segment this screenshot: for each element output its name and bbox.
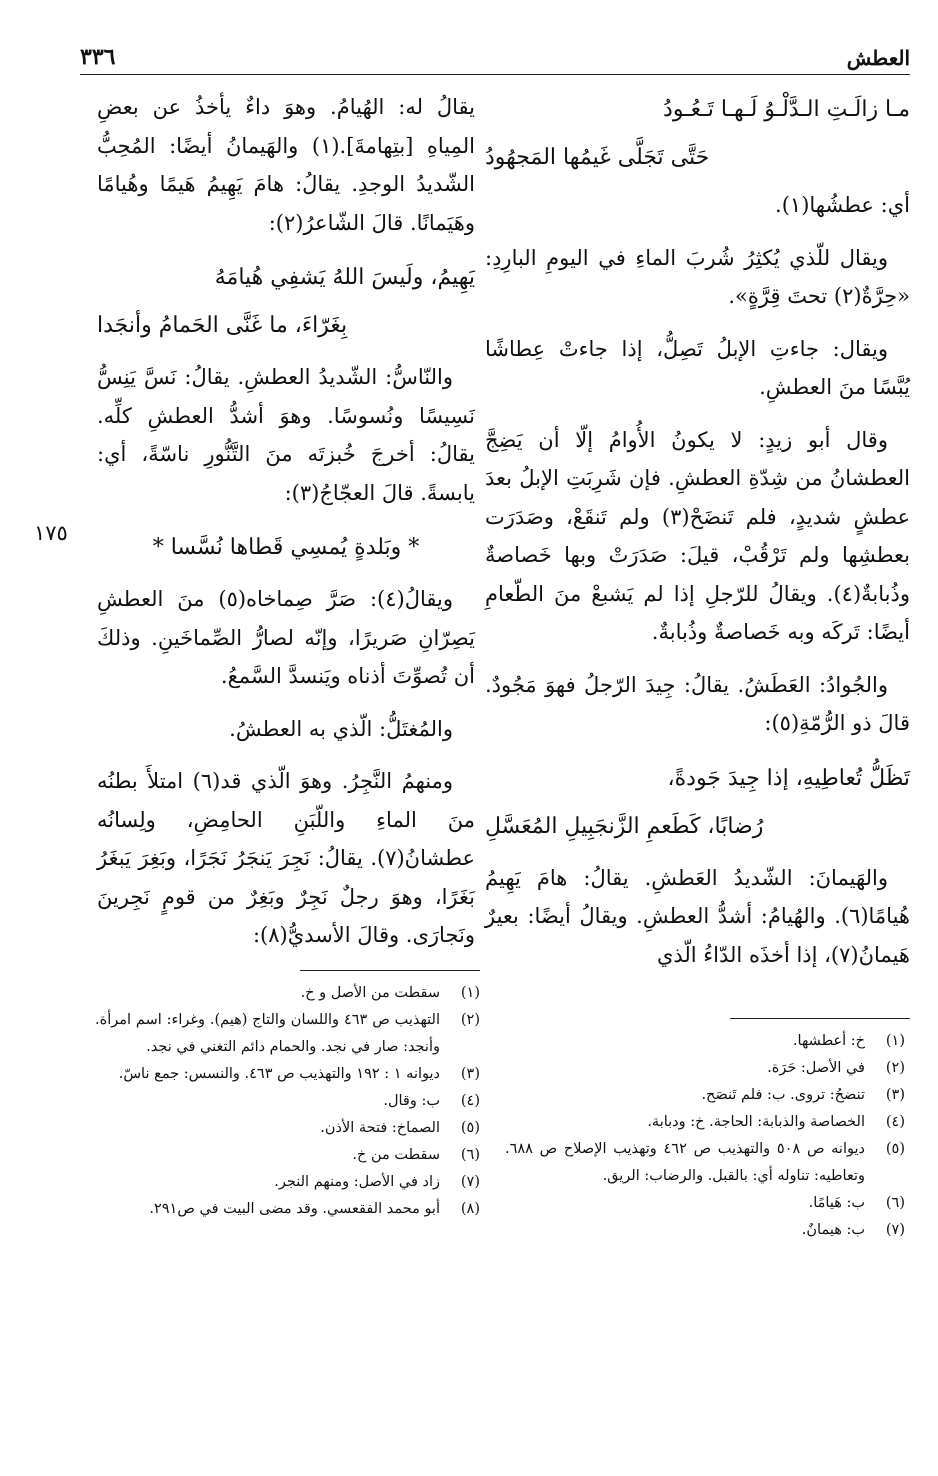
footnote-text: سقطت من خ.	[352, 1147, 440, 1163]
footnote	[505, 1109, 905, 1136]
footnote-text: الصماخ: فتحة الأذن.	[320, 1120, 440, 1136]
paragraph: والمُغتَلُّ: الّذي به العطشُ.	[229, 716, 453, 741]
footnote-text: ب: هَيامًا.	[808, 1195, 865, 1211]
footnote-number: (٣)	[885, 1087, 905, 1103]
footnote-number: (٢)	[885, 1060, 905, 1076]
verse-line: رُضابًا، كَطَعمِ الزَّنجَبِيلِ المُعَسَّلِ	[485, 813, 764, 839]
footnote-separator	[730, 1018, 910, 1019]
footnote	[95, 1088, 480, 1115]
margin-number: ١٧٥	[34, 521, 68, 545]
footnote	[95, 1142, 480, 1169]
verse-line: يَهِيمُ، ولَيسَ اللهُ يَشفِي هُيامَهُ	[214, 265, 475, 290]
footnote-text: أبو محمد الفقعسي. وقد مضى البيت في ص٢٩١.	[149, 1201, 440, 1217]
footnote	[95, 1061, 480, 1088]
footnotes-left	[95, 980, 480, 1223]
footnote	[505, 1217, 905, 1244]
verse-line: بِغَرّاءَ، ما غَنَّى الحَمامُ وأنجَدا	[97, 313, 348, 338]
footnote-text: الخصاصة والذبابة: الحاجة. خ: ودبابة.	[647, 1114, 865, 1130]
footnote-text: خ: أعطشها.	[792, 1033, 865, 1049]
footnote-number: (٧)	[460, 1174, 480, 1190]
footnote-number: (٥)	[460, 1120, 480, 1136]
footnote	[95, 1115, 480, 1142]
footnote-text: تنضحُ: تروى. ب: فلم تَنصَح.	[701, 1087, 865, 1103]
footnote-number: (٥)	[885, 1141, 905, 1157]
footnote	[505, 1028, 905, 1055]
footnote-number: (٨)	[460, 1201, 480, 1217]
footnote-text: سقطت من الأصل و خ.	[300, 985, 440, 1001]
left-column	[97, 88, 475, 969]
paragraph: والنّاسُّ: الشّديدُ العطشِ. يقالُ: نَسَّ يَنِسُّ نَسِيسًا ونُسوسًا. وهوَ أشدُّ العطشِ كلِّه. يقالُ: أخرجَ خُبزتَه منَ التَّنُّورِ ناسّةً، أي: يابسةً. قالَ العجّاجُ(٣):	[97, 365, 475, 505]
verse-line: مـا زالَـتِ الـدَّلْـوُ لَـهـا تَـعُـودُ	[663, 97, 910, 122]
footnote-text: ديوانه ١ : ١٩٢ والتهذيب ص ٤٦٣. والنسس: جمع ناسّ.	[118, 1066, 440, 1082]
footnote-number: (٧)	[885, 1222, 905, 1238]
footnote-number: (١)	[460, 985, 480, 1001]
footnote	[95, 980, 480, 1007]
footnote-number: (٤)	[460, 1093, 480, 1109]
footnote-number: (٦)	[885, 1195, 905, 1211]
paragraph: ويقال للّذي يُكثِرُ شُربَ الماءِ في اليومِ البارِدِ: «حِرَّةٌ(٢) تحتَ قِرَّةٍ».	[485, 245, 910, 308]
page-number: ٣٣٦	[80, 44, 116, 70]
footnote-number: (٢)	[460, 1012, 480, 1028]
footnote-separator	[300, 970, 480, 971]
footnote	[505, 1082, 905, 1109]
footnote-text: ب: وقال.	[383, 1093, 440, 1109]
footnote	[505, 1055, 905, 1082]
paragraph: ويقال: جاءتِ الإبلُ تَصِلُّ، إذا جاءتْ عِطاشًا يُبَّسًا منَ العطشِ.	[485, 336, 910, 399]
paragraph: ويقالُ(٤): صَرَّ صِماخاه(٥) منَ العطشِ يَصِرّانِ صَريرًا، وإنّه لصارُّ الصِّماخَينِ. وذلكَ أن تُصوِّتَ أذناه ويَنسدَّ السَّمعُ.	[97, 587, 475, 688]
footnote	[505, 1136, 905, 1190]
footnote	[95, 1169, 480, 1196]
paragraph: والهَيمانَ: الشّديدُ العَطشِ. يقالُ: هامَ يَهِيمُ هُيامًا(٦). والهُيامُ: أشدُّ العطشِ. ويقالُ أيضًا: بعيرٌ هَيمانُ(٧)، إذا أخذَه الدّاءُ الّذي	[485, 865, 910, 967]
paragraph: وقال أبو زيدٍ: لا يكونُ الأُوامُ إلّا أن يَضِجَّ العطشانُ من شِدّةِ العطشِ. فإن شَرِبَتِ الإبلُ بعدَ عطشٍ شديدٍ، فلم تَنضَحْ(٣) ولم تَنقَعْ، وصَدَرَت بعطشِها ولم تَرْقُبْ، قيلَ: صَدَرَتْ وبها خَصاصةٌ وذُبابةٌ(٤). ويقالُ للرّجلِ إذا لم يَشبعْ منَ الطّعامِ أيضًا: تَركَه وبه خَصاصةٌ وذُبابةٌ.	[485, 427, 910, 644]
paragraph: أي: عطشُها(١).	[775, 193, 910, 217]
paragraph: ومنهمُ النَّجِرُ. وهوَ الّذي قد(٦) امتلأَ بطنُه منَ الماءِ واللّبَنِ الحامِضِ، ولِسانُه عطشانُ(٧). يقالُ: نَجِرَ يَنجَرُ نَجَرًا، وبَغِرَ يَبغَرُ بَغَرًا، وهوَ رجلٌ نَجِرٌ وبَغِرٌ من قومٍ نَجِرينَ ونَجارَى. وقالَ الأسديُّ(٨):	[97, 769, 475, 947]
right-column	[485, 88, 910, 988]
footnote-text: ديوانه ص ٥٠٨ والتهذيب ص ٤٦٢ وتهذيب الإصلاح ص ٦٨٨. وتعاطيه: تناوله أي: بالقبل. والرضاب: الريق.	[505, 1141, 865, 1184]
footnote-text: التهذيب ص ٤٦٣ واللسان والتاج (هيم). وغراء: اسم امرأة. وأنجد: صار في نجد. والحمام دائم التغني في نجد.	[95, 1012, 441, 1055]
footnotes-right	[505, 1028, 905, 1244]
paragraph: يقالُ له: الهُيامُ. وهوَ داءٌ يأخذُ عن بعضِ المِياهِ [بتِهامةَ].(١) والهَيمانُ أيضًا: المُحِبُّ الشّديدُ الوجدِ. يقالُ: هامَ يَهِيمُ هَيمًا وهُيامًا وهَيَمانًا. قالَ الشّاعرُ(٢):	[97, 95, 476, 235]
verse-line: تَظَلُّ تُعاطِيهِ، إذا جِيدَ جَودةً،	[667, 765, 910, 791]
footnote-number: (١)	[885, 1033, 905, 1049]
footnote-number: (٣)	[460, 1066, 480, 1082]
page-header	[80, 40, 910, 75]
running-title: العطش	[846, 46, 910, 70]
footnote	[95, 1196, 480, 1223]
verse-line: * وبَلدةٍ يُمسِي قَطاها نُسَّسا *	[152, 535, 420, 560]
footnote-text: في الأصل: حَرَة.	[767, 1060, 865, 1076]
footnote-text: ب: هيمانٌ.	[801, 1222, 865, 1238]
footnote-text: زاد في الأصل: ومنهم النجر.	[274, 1174, 440, 1190]
paragraph: والجُوادُ: العَطَشُ. يقالُ: جِيدَ الرّجلُ فهوَ مَجُودٌ. قالَ ذو الرُّمّةِ(٥):	[485, 672, 910, 735]
footnote-number: (٤)	[885, 1114, 905, 1130]
footnote-number: (٦)	[460, 1147, 480, 1163]
footnote	[505, 1190, 905, 1217]
footnote	[95, 1007, 480, 1061]
verse-line: حَتَّى تَجَلَّى غَيمُها المَجهُودُ	[485, 145, 710, 170]
